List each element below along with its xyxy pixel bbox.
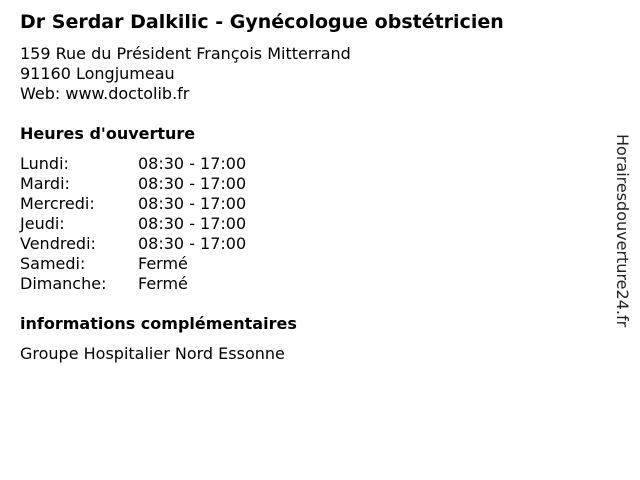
hours-value: 08:30 - 17:00 bbox=[138, 174, 247, 193]
opening-hours-heading: Heures d'ouverture bbox=[20, 124, 196, 143]
hours-row-saturday bbox=[20, 254, 246, 274]
hours-row-friday bbox=[20, 234, 246, 254]
hours-value: Fermé bbox=[138, 274, 188, 293]
day-label: Vendredi: bbox=[20, 234, 96, 253]
day-label: Jeudi: bbox=[20, 214, 65, 233]
hours-value: 08:30 - 17:00 bbox=[138, 154, 247, 173]
additional-info-text: Groupe Hospitalier Nord Essonne bbox=[20, 344, 285, 363]
additional-info-heading: informations complémentaires bbox=[20, 314, 297, 333]
day-label: Dimanche: bbox=[20, 274, 107, 293]
page-title: Dr Serdar Dalkilic - Gynécologue obstétricien bbox=[20, 11, 504, 33]
hours-value: 08:30 - 17:00 bbox=[138, 234, 247, 253]
day-label: Lundi: bbox=[20, 154, 69, 173]
hours-row-thursday bbox=[20, 214, 246, 234]
address-city: 91160 Longjumeau bbox=[20, 64, 175, 83]
address-street: 159 Rue du Président François Mitterrand bbox=[20, 44, 351, 63]
day-label: Samedi: bbox=[20, 254, 86, 273]
day-label: Mardi: bbox=[20, 174, 70, 193]
hours-value: 08:30 - 17:00 bbox=[138, 194, 247, 213]
hours-row-sunday bbox=[20, 274, 246, 294]
website-line: Web: www.doctolib.fr bbox=[20, 84, 190, 103]
hours-value: 08:30 - 17:00 bbox=[138, 214, 247, 233]
hours-row-monday bbox=[20, 154, 246, 174]
day-label: Mercredi: bbox=[20, 194, 95, 213]
hours-value: Fermé bbox=[138, 254, 188, 273]
opening-hours-table bbox=[20, 154, 246, 294]
address-block bbox=[20, 44, 351, 104]
hours-row-tuesday bbox=[20, 174, 246, 194]
site-brand-watermark: Horairesdouverture24.fr bbox=[613, 134, 632, 328]
hours-row-wednesday bbox=[20, 194, 246, 214]
